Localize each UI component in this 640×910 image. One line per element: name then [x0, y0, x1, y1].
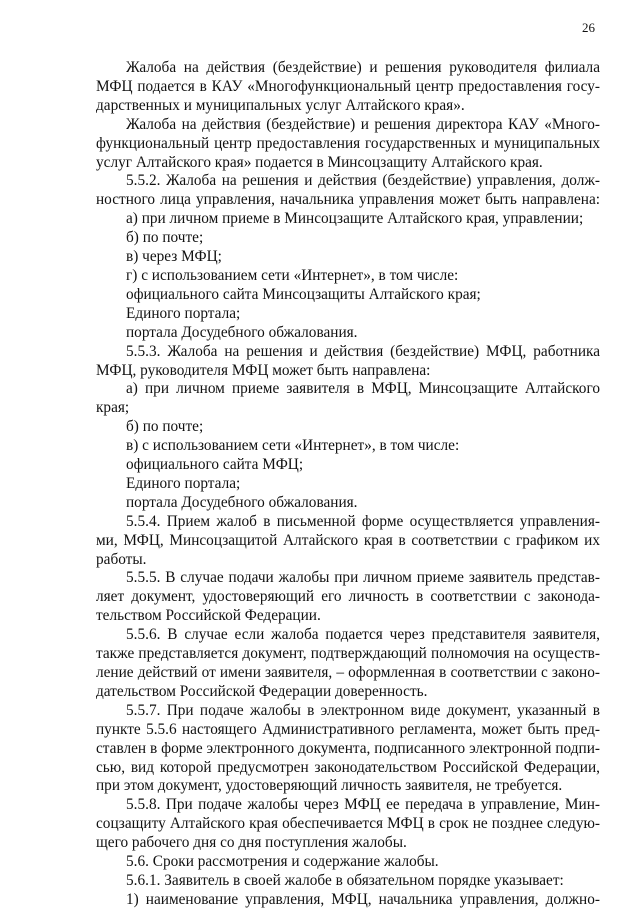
- text-line: соцзащиту Алтайского края обеспечивается МФЦ в срок не позднее следую-: [96, 815, 600, 833]
- text-line: 5.5.2. Жалоба на решения и действия (бездействие) управления, долж-: [126, 172, 600, 190]
- text-line: ми, МФЦ, Минсоцзащитой Алтайского края в соответствии с графиком их: [96, 531, 600, 549]
- text-line: при этом документ, удостоверяющий личность заявителя, не требуется.: [96, 777, 563, 795]
- text-line: сью, вид которой предусмотрен законодательством Российской Федерации,: [96, 758, 600, 776]
- text-line: б) по почте;: [126, 229, 204, 247]
- text-line: в) через МФЦ;: [126, 248, 222, 266]
- text-line: Единого портала;: [126, 304, 241, 322]
- text-line: Единого портала;: [126, 474, 241, 492]
- text-line: 5.5.8. При подаче жалобы через МФЦ ее передача в управление, Мин-: [126, 796, 600, 814]
- text-line: 5.5.7. При подаче жалобы в электронном виде документ, указанный в: [126, 701, 600, 719]
- text-line: 5.5.3. Жалоба на решения и действия (бездействие) МФЦ, работника: [126, 342, 600, 360]
- text-line: портала Досудебного обжалования.: [126, 493, 358, 511]
- text-line: МФЦ, руководителя МФЦ может быть направлена:: [96, 361, 431, 379]
- text-line: также представляется документ, подтверждающий полномочия на осуществ-: [96, 645, 600, 663]
- text-line: б) по почте;: [126, 418, 204, 436]
- text-line: щего рабочего дня со дня поступления жалобы.: [96, 834, 407, 852]
- page-number: 26: [582, 20, 595, 35]
- text-line: тельством Российской Федерации.: [96, 607, 321, 625]
- text-line: края;: [96, 399, 130, 417]
- text-line: работы.: [96, 550, 147, 568]
- text-line: 5.5.4. Прием жалоб в письменной форме осуществляется управления-: [126, 512, 600, 530]
- text-line: 1) наименование управления, МФЦ, начальника управления, должно-: [126, 890, 600, 908]
- text-line: ставлен в форме электронного документа, подписанного электронной подпи-: [96, 739, 600, 757]
- text-line: МФЦ подается в КАУ «Многофункциональный центр предоставления госу-: [96, 77, 600, 95]
- text-line: официального сайта Минсоцзащиты Алтайского края;: [126, 285, 481, 303]
- text-line: 5.6.1. Заявитель в своей жалобе в обязательном порядке указывает:: [126, 871, 564, 889]
- text-line: ностного лица управления, начальника управления может быть направлена:: [96, 191, 600, 209]
- text-line: 5.5.6. В случае если жалоба подается через представителя заявителя,: [126, 626, 600, 644]
- document-body: [96, 59, 600, 910]
- text-line: портала Досудебного обжалования.: [126, 323, 358, 341]
- text-line: функциональный центр предоставления государственных и муниципальных: [96, 134, 600, 152]
- text-line: а) при личном приеме заявителя в МФЦ, Минсоцзащите Алтайского: [126, 380, 600, 398]
- text-line: дательством Российской Федерации доверенность.: [96, 682, 428, 700]
- text-line: Жалоба на действия (бездействие) и решения руководителя филиала: [126, 59, 600, 76]
- text-line: услуг Алтайского края» подается в Минсоцзащиту Алтайского края.: [96, 153, 543, 171]
- text-line: ление действий от имени заявителя, – оформленная в соответствии с законо-: [96, 664, 600, 681]
- text-line: 5.5.5. В случае подачи жалобы при личном приеме заявитель представ-: [126, 569, 600, 587]
- text-line: в) с использованием сети «Интернет», в том числе:: [126, 437, 460, 455]
- text-line: дарственных и муниципальных услуг Алтайского края».: [96, 96, 465, 114]
- text-line: ляет документ, удостоверяющий его личность в соответствии с законода-: [96, 588, 600, 606]
- text-line: а) при личном приеме в Минсоцзащите Алтайского края, управлении;: [126, 210, 584, 228]
- text-line: пункте 5.5.6 настоящего Административного регламента, может быть пред-: [96, 720, 600, 738]
- text-line: официального сайта МФЦ;: [126, 456, 304, 474]
- text-line: г) с использованием сети «Интернет», в том числе:: [126, 266, 459, 284]
- text-line: 5.6. Сроки рассмотрения и содержание жалобы.: [126, 853, 439, 871]
- text-line: Жалоба на действия (бездействие) и решения директора КАУ «Много-: [126, 115, 600, 133]
